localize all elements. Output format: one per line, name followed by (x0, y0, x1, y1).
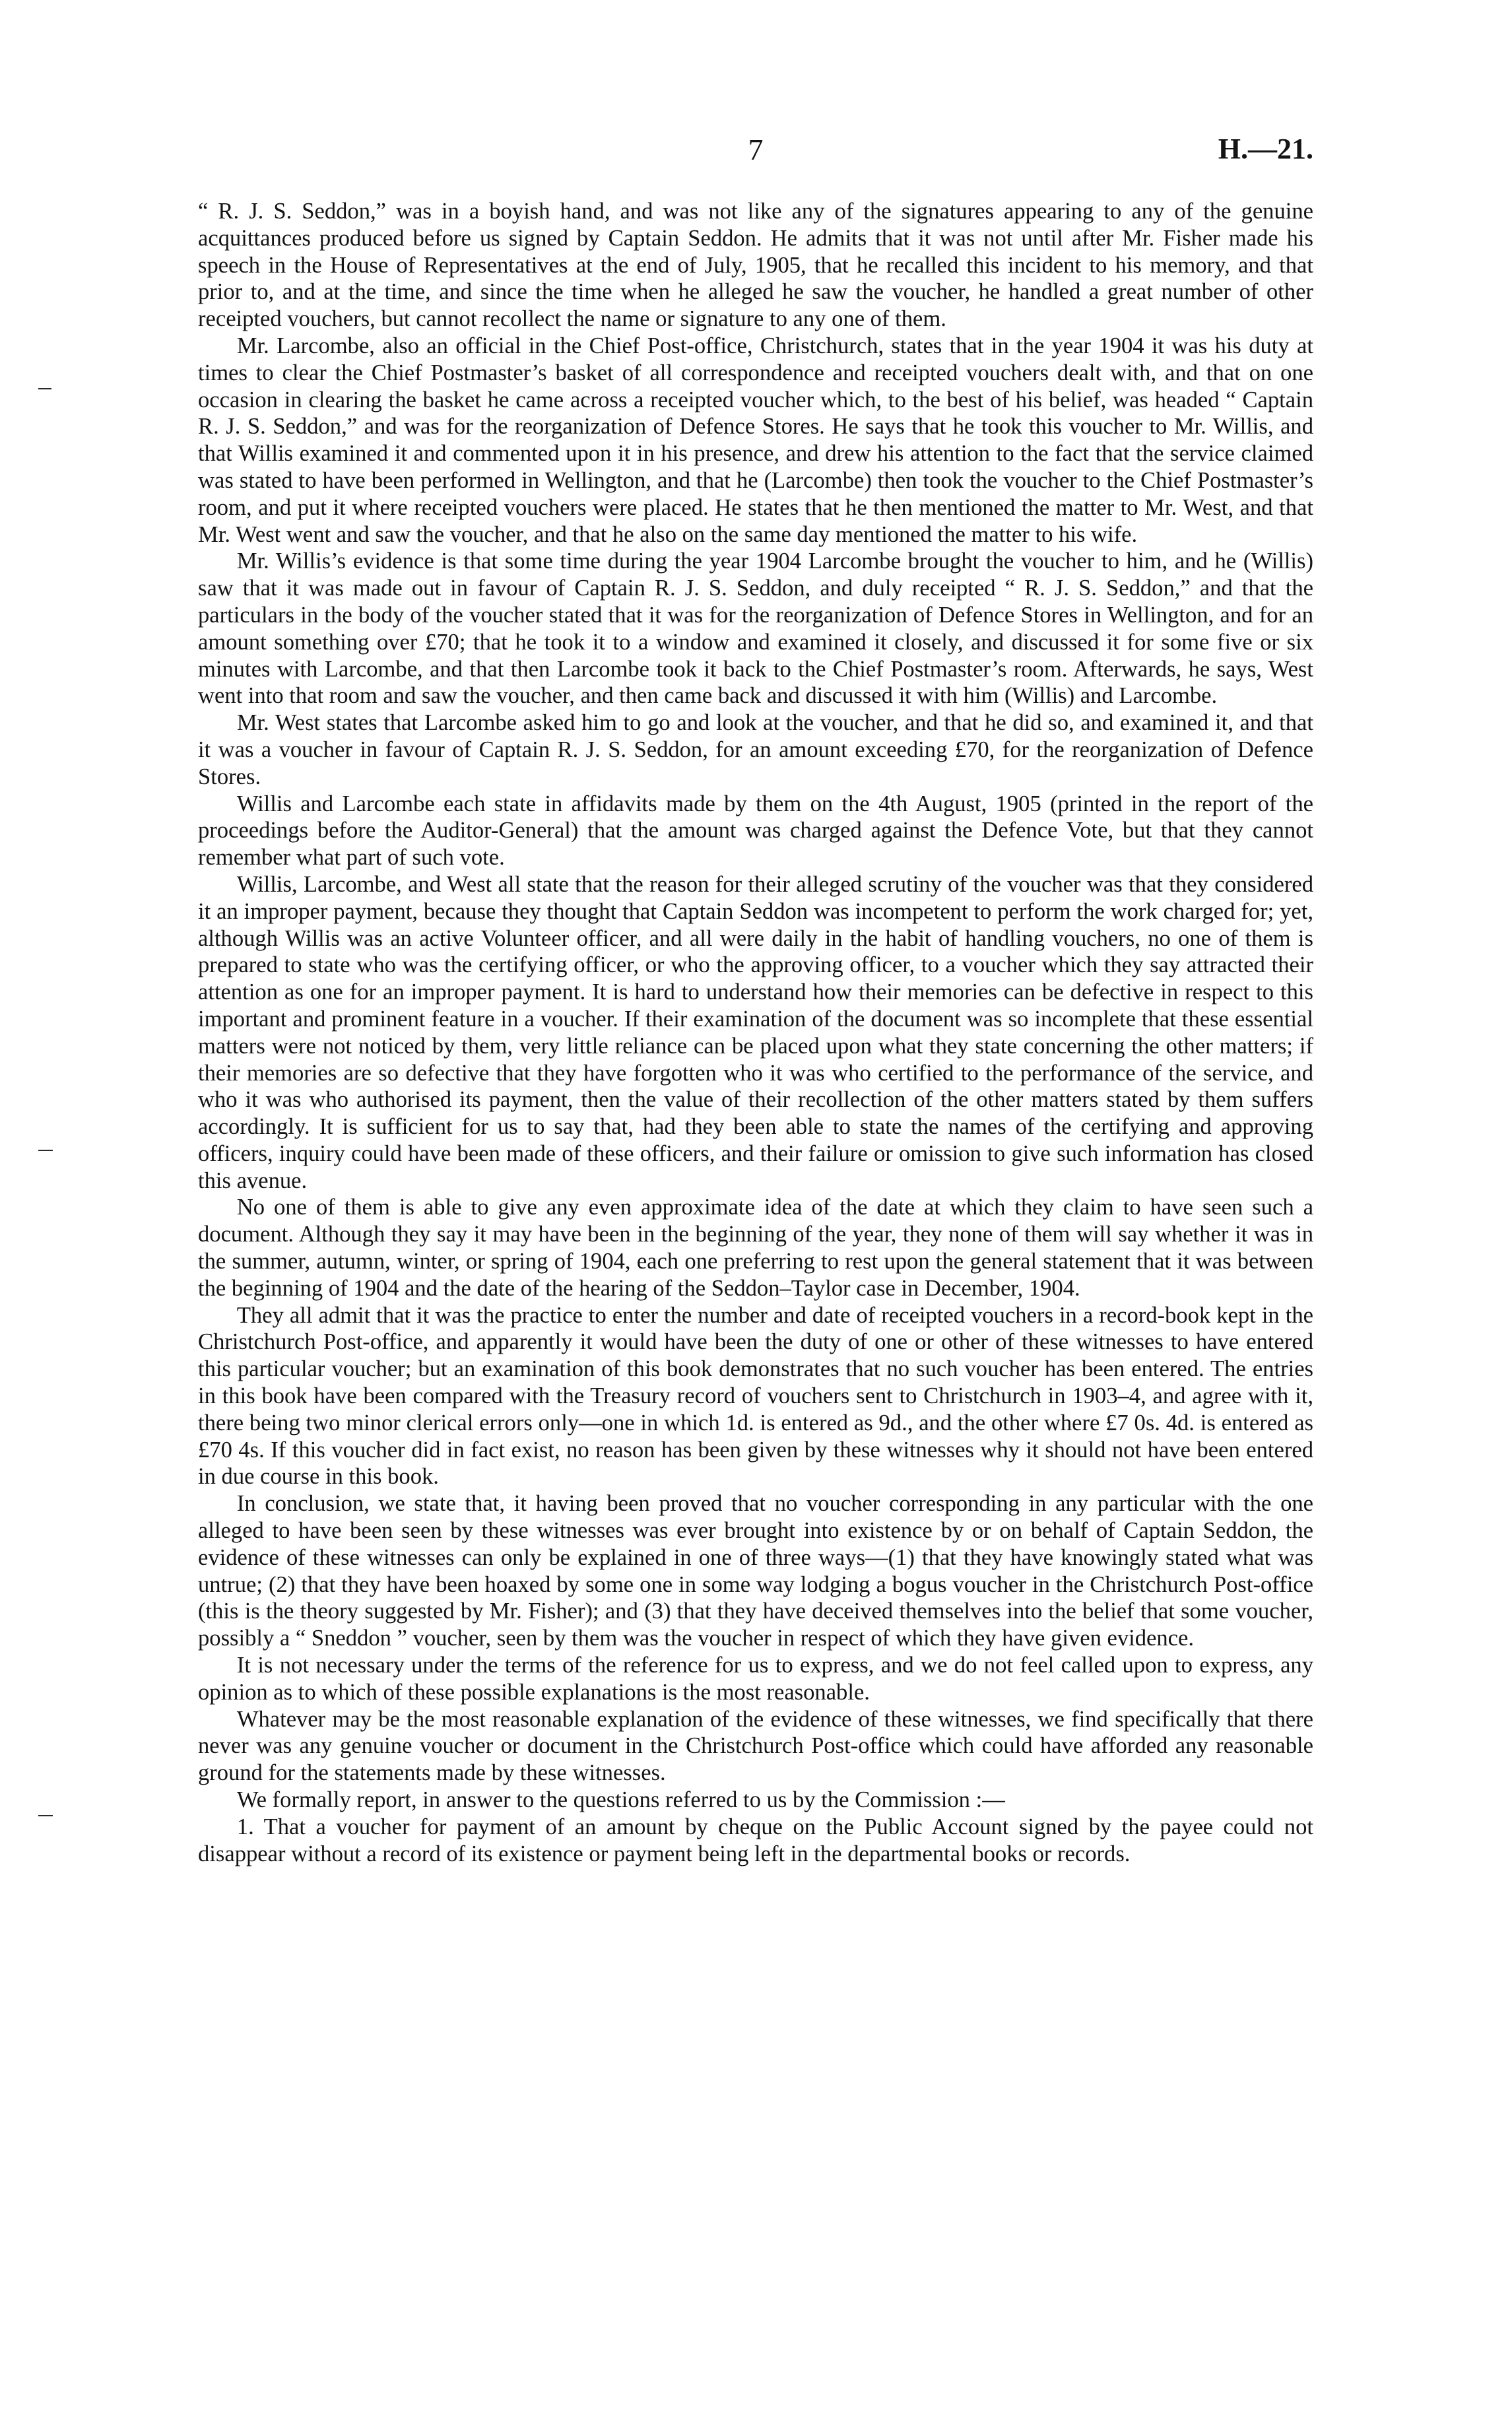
paragraph: It is not necessary under the terms of the reference for us to express, and we do not feel called upon to express, any opinion as to which of these possible explanations is the most reasonable. (198, 1653, 1313, 1705)
paragraph: They all admit that it was the practice to enter the number and date of receipted vouchers in a record-book kept in the Christchurch Post-office, and apparently it would have been the duty of one or other of these witnesses to have entered this particular voucher; but an examination of this book demonstrates that no such voucher has been entered. The entries in this book have been compared with the Treasury record of vouchers sent to Christchurch in 1903–4, and agree with it, there being two minor clerical errors only—one in which 1d. is entered as 9d., and the other where £7 0s. 4d. is entered as £70 4s. If this voucher did in fact exist, no reason has been given by these witnesses why it should not have been entered in due course in this book. (198, 1302, 1313, 1490)
page-number: 7 (748, 133, 764, 166)
paragraph: Mr. Willis’s evidence is that some time during the year 1904 Larcombe brought the voucher to him, and he (Willis) saw that it was made out in favour of Captain R. J. S. Seddon, and duly receipted “ R. J. S. Seddon,” and that the particulars in the body of the voucher stated that it was for the reorganization of Defence Stores in Wellington, and for an amount something over £70; that he took it to a window and examined it closely, and discussed it for some five or six minutes with Larcombe, and that then Larcombe took it back to the Chief Postmaster’s room. Afterwards, he says, West went into that room and saw the voucher, and then came back and discussed it with him (Willis) and Larcombe. (198, 548, 1313, 709)
paragraph: “ R. J. S. Seddon,” was in a boyish hand, and was not like any of the signatures appearing to any of the genuine acquittances produced before us signed by Captain Seddon. He admits that it was not until after Mr. Fisher made his speech in the House of Representatives at the end of July, 1905, that he recalled this incident to his memory, and that prior to, and at the time, and since the time when he alleged he saw the voucher, he handled a great number of other receipted vouchers, but cannot recollect the name or signature to any one of them. (198, 199, 1313, 332)
numbered-finding: 1. That a voucher for payment of an amount by cheque on the Public Account signed by the payee could not disappear without a record of its existence or payment being left in the departmental books or records. (198, 1814, 1313, 1866)
margin-mark (38, 1815, 53, 1816)
page-header (198, 132, 1313, 172)
margin-mark (38, 1150, 53, 1151)
paragraph: No one of them is able to give any even approximate idea of the date at which they claim to have seen such a document. Although they say it may have been in the beginning of the year, they none of them will say whether it was in the summer, autumn, winter, or spring of 1904, each one preferring to rest upon the general statement that it was between the beginning of 1904 and the date of the hearing of the Seddon–Taylor case in December, 1904. (198, 1195, 1313, 1301)
margin-mark (38, 388, 51, 389)
paragraph: Willis and Larcombe each state in affidavits made by them on the 4th August, 1905 (printed in the report of the proceedings before the Auditor-General) that the amount was charged against the Defence Vote, but that they cannot remember what part of such vote. (198, 791, 1313, 871)
paragraph: Willis, Larcombe, and West all state that the reason for their alleged scrutiny of the voucher was that they considered it an improper payment, because they thought that Captain Seddon was incompetent to perform the work charged for; yet, although Willis was an active Volunteer officer, and all were daily in the habit of handling vouchers, no one of them is prepared to state who was the certifying officer, or who the approving officer, to a voucher which they say attracted their attention as one for an improper payment. It is hard to understand how their memories can be defective in respect to this important and prominent feature in a voucher. If their examination of the document was so incomplete that these essential matters were not noticed by them, very little reliance can be placed upon what they state concerning the other matters; if their memories are so defective that they have forgotten who it was who certified to the performance of the service, and who it was who authorised its payment, then the value of their recollection of the other matters stated by them suffers accordingly. It is sufficient for us to say that, had they been able to state the names of the certifying and approving officers, inquiry could have been made of these officers, and their failure or omission to give such information has closed this avenue. (198, 871, 1313, 1193)
paragraph: Mr. West states that Larcombe asked him to go and look at the voucher, and that he did so, and examined it, and that it was a voucher in favour of Captain R. J. S. Seddon, for an amount exceeding £70, for the reorganization of Defence Stores. (198, 710, 1313, 789)
paragraph: Mr. Larcombe, also an official in the Chief Post-office, Christchurch, states that in the year 1904 it was his duty at times to clear the Chief Postmaster’s basket of all correspondence and receipted vouchers dealt with, and that on one occasion in clearing the basket he came across a receipted voucher which, to the best of his belief, was headed “ Captain R. J. S. Seddon,” and was for the reorganization of Defence Stores. He says that he took this voucher to Mr. Willis, and that Willis examined it and commented upon it in his presence, and drew his attention to the fact that the service claimed was stated to have been performed in Wellington, and that he (Larcombe) then took the voucher to the Chief Postmaster’s room, and put it where receipted vouchers were placed. He states that he then mentioned the matter to Mr. West, and that Mr. West went and saw the voucher, and that he also on the same day mentioned the matter to his wife. (198, 333, 1313, 547)
paragraph: In conclusion, we state that, it having been proved that no voucher corresponding in any particular with the one alleged to have been seen by these witnesses was ever brought into existence by or on behalf of Captain Seddon, the evidence of these witnesses can only be explained in one of three ways—(1) that they have knowingly stated what was untrue; (2) that they have been hoaxed by some one in some way lodging a bogus voucher in the Christchurch Post-office (this is the theory suggested by Mr. Fisher); and (3) that they have deceived themselves into the belief that some voucher, possibly a “ Sneddon ” voucher, seen by them was the voucher in respect of which they have given evidence. (198, 1491, 1313, 1651)
paper-code: H.—21. (1218, 133, 1313, 165)
paragraph: We formally report, in answer to the questions referred to us by the Commission :— (236, 1787, 1005, 1813)
report-body (198, 198, 1313, 1867)
paragraph: Whatever may be the most reasonable explanation of the evidence of these witnesses, we find specifically that there never was any genuine voucher or document in the Christchurch Post-office which could have afforded any reasonable ground for the statements made by these witnesses. (198, 1706, 1313, 1786)
